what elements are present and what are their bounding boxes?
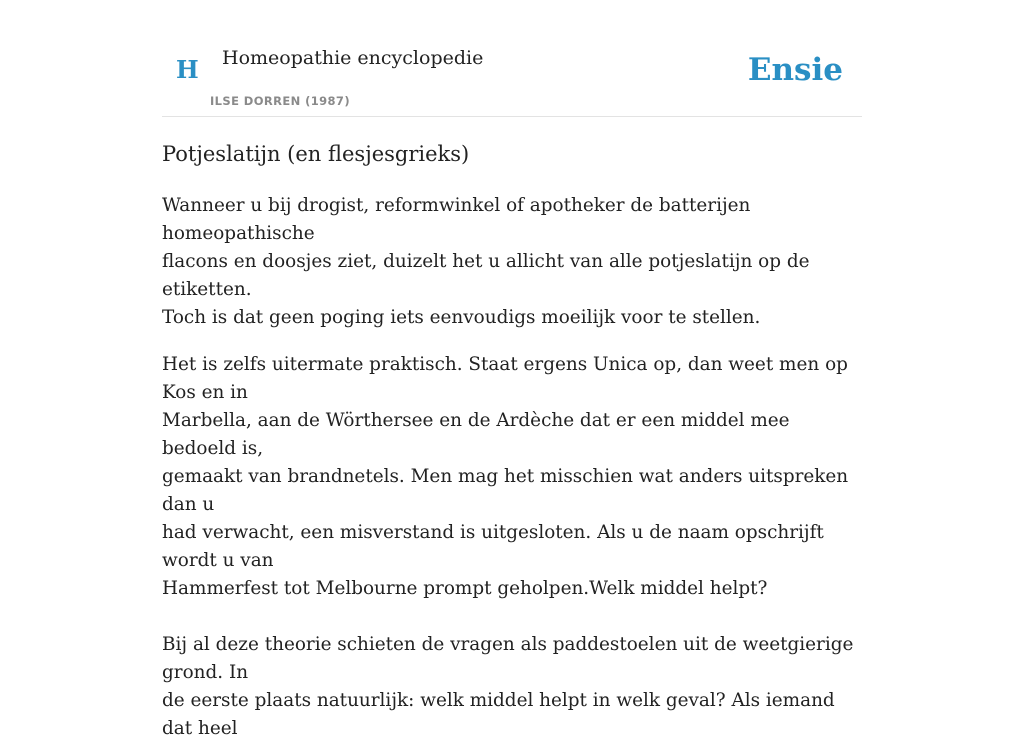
author-credit: ILSE DORREN (1987) (210, 94, 350, 108)
page-header (162, 0, 862, 117)
encyclopedia-title[interactable]: Homeopathie encyclopedie (222, 47, 484, 69)
article-title: Potjeslatijn (en flesjesgrieks) (162, 142, 470, 166)
ensie-logo[interactable]: Ensie (747, 52, 843, 88)
article-paragraph: Wanneer u bij drogist, reformwinkel of apotheker de batterijen homeopathische flacons en doosjes ziet, duizelt het u allicht van alle potjeslatijn op de etiketten. Toch is dat geen poging iets eenvoudigs moeilijk voor te stellen. (162, 195, 810, 328)
article-body (162, 192, 864, 743)
article-paragraph: Het is zelfs uitermate praktisch. Staat ergens Unica op, dan weet men op Kos en in Marbella, aan de Wörthersee en de Ardèche dat er een middel mee bedoeld is, gemaakt van brandnetels. Men mag het misschien wat anders uitspreken dan u had verwacht, een misverstand is uitgesloten. Als u de naam opschrijft wordt u van Hammerfest tot Melbourne prompt geholpen.Welk middel helpt? (162, 354, 849, 599)
encyclopedia-logo-letter[interactable]: H (176, 55, 199, 84)
article-paragraph: Bij al deze theorie schieten de vragen als paddestoelen uit de weetgierige grond. In de eerste plaats natuurlijk: welk middel helpt in welk geval? Als iemand dat heel (162, 634, 854, 739)
